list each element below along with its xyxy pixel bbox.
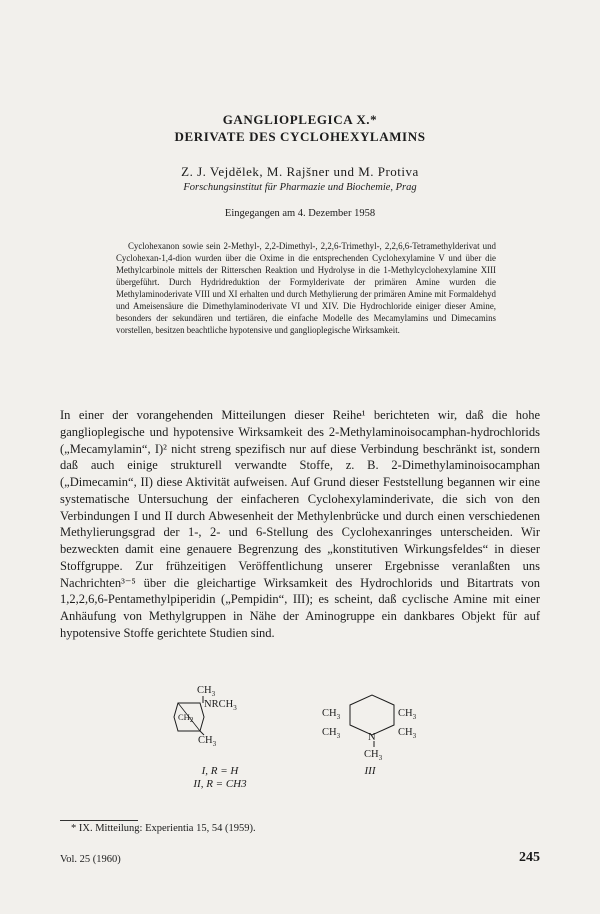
structure-iii-ch3-left: $CH_3$ (322, 708, 341, 721)
label-compound-I: I, R = H (201, 765, 239, 777)
structure-iii-ch3-right: $CH_3$ (398, 708, 417, 721)
authors (0, 164, 600, 180)
affiliation: Forschungsinstitut für Pharmazie und Biochemie, Prag (183, 182, 417, 193)
chemical-structures (150, 683, 450, 768)
volume-info: Vol. 25 (1960) (60, 854, 121, 865)
structure-iii-ch3-n: $CH_3$ (364, 749, 383, 762)
structure-i-nrch3: $NRCH_3$ (204, 699, 237, 712)
page-number: 245 (519, 850, 540, 865)
footnote: * IX. Mitteilung: Experientia 15, 54 (1959). (71, 823, 256, 834)
structure-i-ch2: $CH_2$ (178, 712, 194, 724)
structure-i-ch3-bottom: $CH_3$ (198, 735, 217, 748)
authors-text: Z. J. Vejdělek, M. Rajšner und M. Protiva (181, 164, 419, 179)
article-title-line1: GANGLIOPLEGICA X.* (222, 112, 378, 127)
body-paragraph: In einer der vorangehenden Mitteilungen dieser Reihe¹ berichteten wir, daß die hohe ganglioplegische und hypotensive Wirksamkeit des 2-Methylaminoisocamphan-hydrochlorids („Mecamylamin“, I)² nicht streng spezifisch nur auf diese Verbindung beschränkt ist, sondern daß auch einige strukturell verwandte Stoffe, z. B. 2-Dimethylaminoisocamphan („Dimecamin“, II) diese Aktivität aufweisen. Auf Grund dieser Feststellung begannen wir eine systematische Untersuchung der einfacheren Cyclohexylaminderivate, die sich von den Verbindungen I und II durch Abwesenheit der Methylenbrücke und durch einen verschiedenen Methylierungsgrad der 1-, 2- und 6-Stellung des Cyclohexanringes unterscheiden. Wir bezweckten damit eine genauere Begrenzung des „konstitutiven Wirkungsfeldes“ in dieser Stoffgruppe. Zur frühzeitigen Veröffentlichung unserer Ergebnisse veranlaßten uns Nachrichten³⁻⁵ über die gleichartige Wirksamkeit des Hydrochlorids und Bitartrats von 1,2,2,6,6-Pentamethylpiperidin („Pempidin“, III); es scheint, daß cyclische Amine mit einer Anhäufung von Methylgruppen in Nähe der Aminogruppe ein dankbares Objekt für auf hypotensive Stoffe gerichtete Studien sind. (60, 408, 540, 640)
structure-i-ch3-top: $CH_3$ (197, 685, 216, 698)
structure-iii-n: N (368, 732, 376, 743)
structure-pempidine (322, 695, 417, 762)
label-compound-II: II, R = CH3 (193, 778, 247, 790)
footnote-divider (60, 820, 138, 821)
label-compound-III: III (364, 765, 376, 777)
received-date: Eingegangen am 4. Dezember 1958 (224, 208, 376, 219)
abstract: Cyclohexanon sowie sein 2-Methyl-, 2,2-Dimethyl-, 2,2,6-Trimethyl-, 2,2,6,6-Tetramethylderivat und Cyclohexan-1,4-dion wurden über die Oxime in die entsprechenden Cyclohexylamine V und über die Methylcarbinole mittels der Ritterschen Reaktion und Hydrolyse in die 1-Methylcyclohexylamine XIII übergeführt. Durch Hydridreduktion der Formylderivate der primären Amine wurden die Methylaminoderivate VIII und XI erhalten und durch Methylierung der primären Amine mit Formaldehyd und Ameisensäure die Dimethylaminoderivate VI und XIV. Die Hydrochloride einiger dieser Amine, besonders der sekundären und tertiären, die einfache Modelle des Mecamylamins und Dimecamins vorstellen, besitzen beachtliche hypotensive und ganglioplegische Wirksamkeit. (116, 241, 496, 336)
structure-isocamphane (174, 685, 237, 748)
article-title-line2: DERIVATE DES CYCLOHEXYLAMINS (174, 129, 426, 144)
structure-iii-ch3-left2: $CH_3$ (322, 727, 341, 740)
structure-iii-ch3-right2: $CH_3$ (398, 727, 417, 740)
